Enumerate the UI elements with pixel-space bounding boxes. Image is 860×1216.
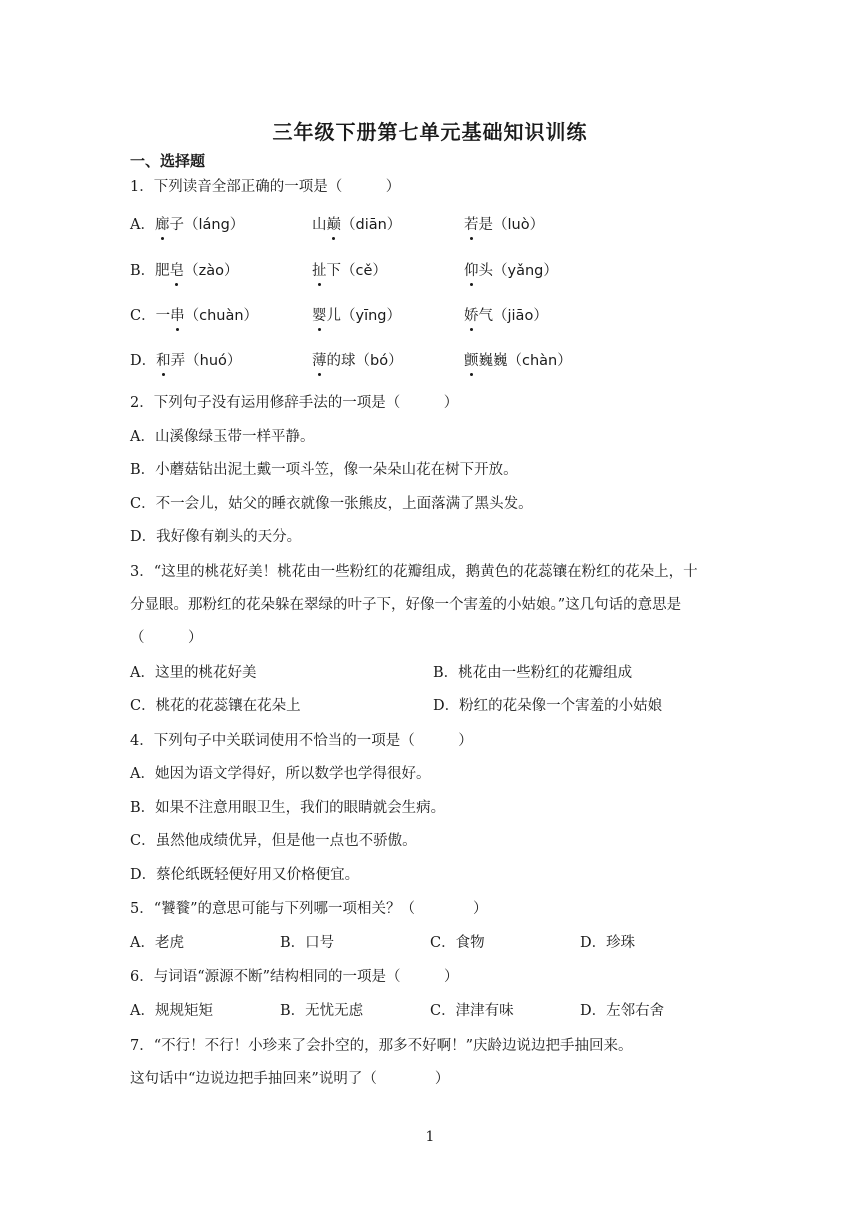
word-prefix: 肥 [155, 263, 170, 279]
question-5-option-b: B．口号 [280, 935, 335, 951]
question-5-option-a: A．老虎 [130, 935, 184, 951]
question-6-option-b: B．无忧无虑 [280, 1003, 364, 1019]
word-suffix: 子 [169, 217, 184, 233]
question-1-option-d-item-3 [464, 351, 572, 371]
word-suffix: 弄 [170, 353, 186, 369]
emphasis-dot-character: 颤 [464, 353, 479, 369]
question-5-option-d: D．珍珠 [580, 935, 636, 951]
word-prefix: 山 [312, 217, 327, 233]
question-7-stem-line-2: 这句话中“边说边把手抽回来”说明了（ ） [130, 1071, 450, 1087]
question-3-stem-line-3: （ ） [130, 630, 203, 646]
question-2-option-c: C．不一会儿，姑父的睡衣就像一张熊皮，上面落满了黑头发。 [130, 496, 533, 512]
question-4-option-c: C．虽然他成绩优异，但是他一点也不骄傲。 [130, 833, 417, 849]
question-1-option-c-item-2 [312, 306, 401, 326]
question-3-stem-line-1: 3．“这里的桃花好美！桃花由一些粉红的花瓣组成，鹅黄色的花蕊镶在粉红的花朵上，十 [130, 564, 698, 580]
question-4-stem: 4．下列句子中关联词使用不恰当的一项是（ ） [130, 733, 473, 749]
emphasis-dot-character: 皂 [169, 263, 185, 279]
word-suffix: 头 [478, 263, 493, 279]
option-label: D． [130, 353, 157, 369]
question-1-option-a-item-3 [464, 215, 544, 235]
emphasis-dot-character: 若 [464, 217, 479, 233]
question-2-option-d: D．我好像有剃头的天分。 [130, 529, 302, 545]
question-1-option-c-item-1 [130, 306, 258, 326]
emphasis-dot-character: 廊 [154, 217, 170, 233]
question-1-option-b-item-2 [312, 261, 387, 281]
emphasis-dot-character: 薄 [312, 353, 327, 369]
question-4-option-d: D．蔡伦纸既轻便好用又价格便宜。 [130, 867, 360, 883]
question-5-stem: 5．“饕餮”的意思可能与下列哪一项相关？（ ） [130, 901, 488, 917]
question-1-option-a-item-1 [130, 215, 244, 235]
question-3-stem-line-2: 分显眼。那粉红的花朵躲在翠绿的叶子下，好像一个害羞的小姑娘。”这几句话的意思是 [130, 597, 682, 613]
pinyin: （láng） [183, 217, 245, 233]
pinyin: （yǎng） [493, 263, 558, 279]
emphasis-dot-character: 娇 [464, 308, 479, 324]
pinyin: （luò） [493, 217, 545, 233]
emphasis-dot-character: 巅 [326, 217, 341, 233]
word-suffix: 巍巍 [478, 353, 508, 369]
word-suffix: 气 [478, 308, 493, 324]
question-3-option-b: B．桃花由一些粉红的花瓣组成 [433, 665, 633, 681]
emphasis-dot-character: 仰 [464, 263, 479, 279]
question-1-option-b-item-3 [464, 261, 558, 281]
pinyin: （zào） [184, 263, 239, 279]
question-3-option-c: C．桃花的花蕊镶在花朵上 [130, 698, 301, 714]
question-1-option-c-item-3 [464, 306, 548, 326]
emphasis-dot-character: 串 [170, 308, 185, 324]
question-2-option-b: B．小蘑菇钻出泥土戴一项斗笠，像一朵朵山花在树下开放。 [130, 462, 518, 478]
question-1-option-d-item-2 [312, 351, 403, 371]
question-4-option-a: A．她因为语文学得好，所以数学也学得很好。 [130, 766, 431, 782]
pinyin: （chàn） [507, 353, 572, 369]
pinyin: （diān） [341, 217, 402, 233]
emphasis-dot-character: 婴 [312, 308, 327, 324]
section-heading: 一、选择题 [130, 152, 206, 170]
question-2-stem: 2．下列句子没有运用修辞手法的一项是（ ） [130, 395, 459, 411]
pinyin: （chuàn） [184, 308, 259, 324]
word-suffix: 儿 [326, 308, 341, 324]
question-6-option-d: D．左邻右舍 [580, 1003, 665, 1019]
question-6-option-a: A．规规矩矩 [130, 1003, 213, 1019]
emphasis-dot-character: 扯 [312, 263, 327, 279]
word-suffix: 是 [478, 217, 493, 233]
word-suffix: 的球 [326, 353, 356, 369]
question-6-stem: 6．与词语“源源不断”结构相同的一项是（ ） [130, 969, 459, 985]
pinyin: （huó） [185, 353, 242, 369]
question-1-option-d-item-1 [130, 351, 241, 371]
question-3-option-d: D．粉红的花朵像一个害羞的小姑娘 [433, 698, 663, 714]
page-number: 1 [425, 1129, 435, 1145]
question-1-option-b-item-1 [130, 261, 239, 281]
pinyin: （bó） [355, 353, 403, 369]
option-label: A． [130, 217, 155, 233]
option-label: B． [130, 263, 156, 279]
pinyin: （jiāo） [493, 308, 548, 324]
question-3-option-a: A．这里的桃花好美 [130, 665, 257, 681]
question-1-stem: 1．下列读音全部正确的一项是（ ） [130, 179, 401, 195]
page-title: 三年级下册第七单元基础知识训练 [272, 120, 588, 144]
word-suffix: 下 [326, 263, 341, 279]
word-prefix: 一 [155, 308, 171, 324]
question-5-option-c: C．食物 [430, 935, 485, 951]
option-label: C． [130, 308, 156, 324]
emphasis-dot-character: 和 [156, 353, 171, 369]
question-2-option-a: A．山溪像绿玉带一样平静。 [130, 429, 315, 445]
question-6-option-c: C．津津有味 [430, 1003, 514, 1019]
question-1-option-a-item-2 [312, 215, 401, 235]
question-7-stem-line-1: 7．“不行！不行！小珍来了会扑空的，那多不好啊！”庆龄边说边把手抽回来。 [130, 1038, 633, 1054]
pinyin: （cě） [341, 263, 387, 279]
pinyin: （yīng） [341, 308, 402, 324]
question-4-option-b: B．如果不注意用眼卫生，我们的眼睛就会生病。 [130, 800, 446, 816]
